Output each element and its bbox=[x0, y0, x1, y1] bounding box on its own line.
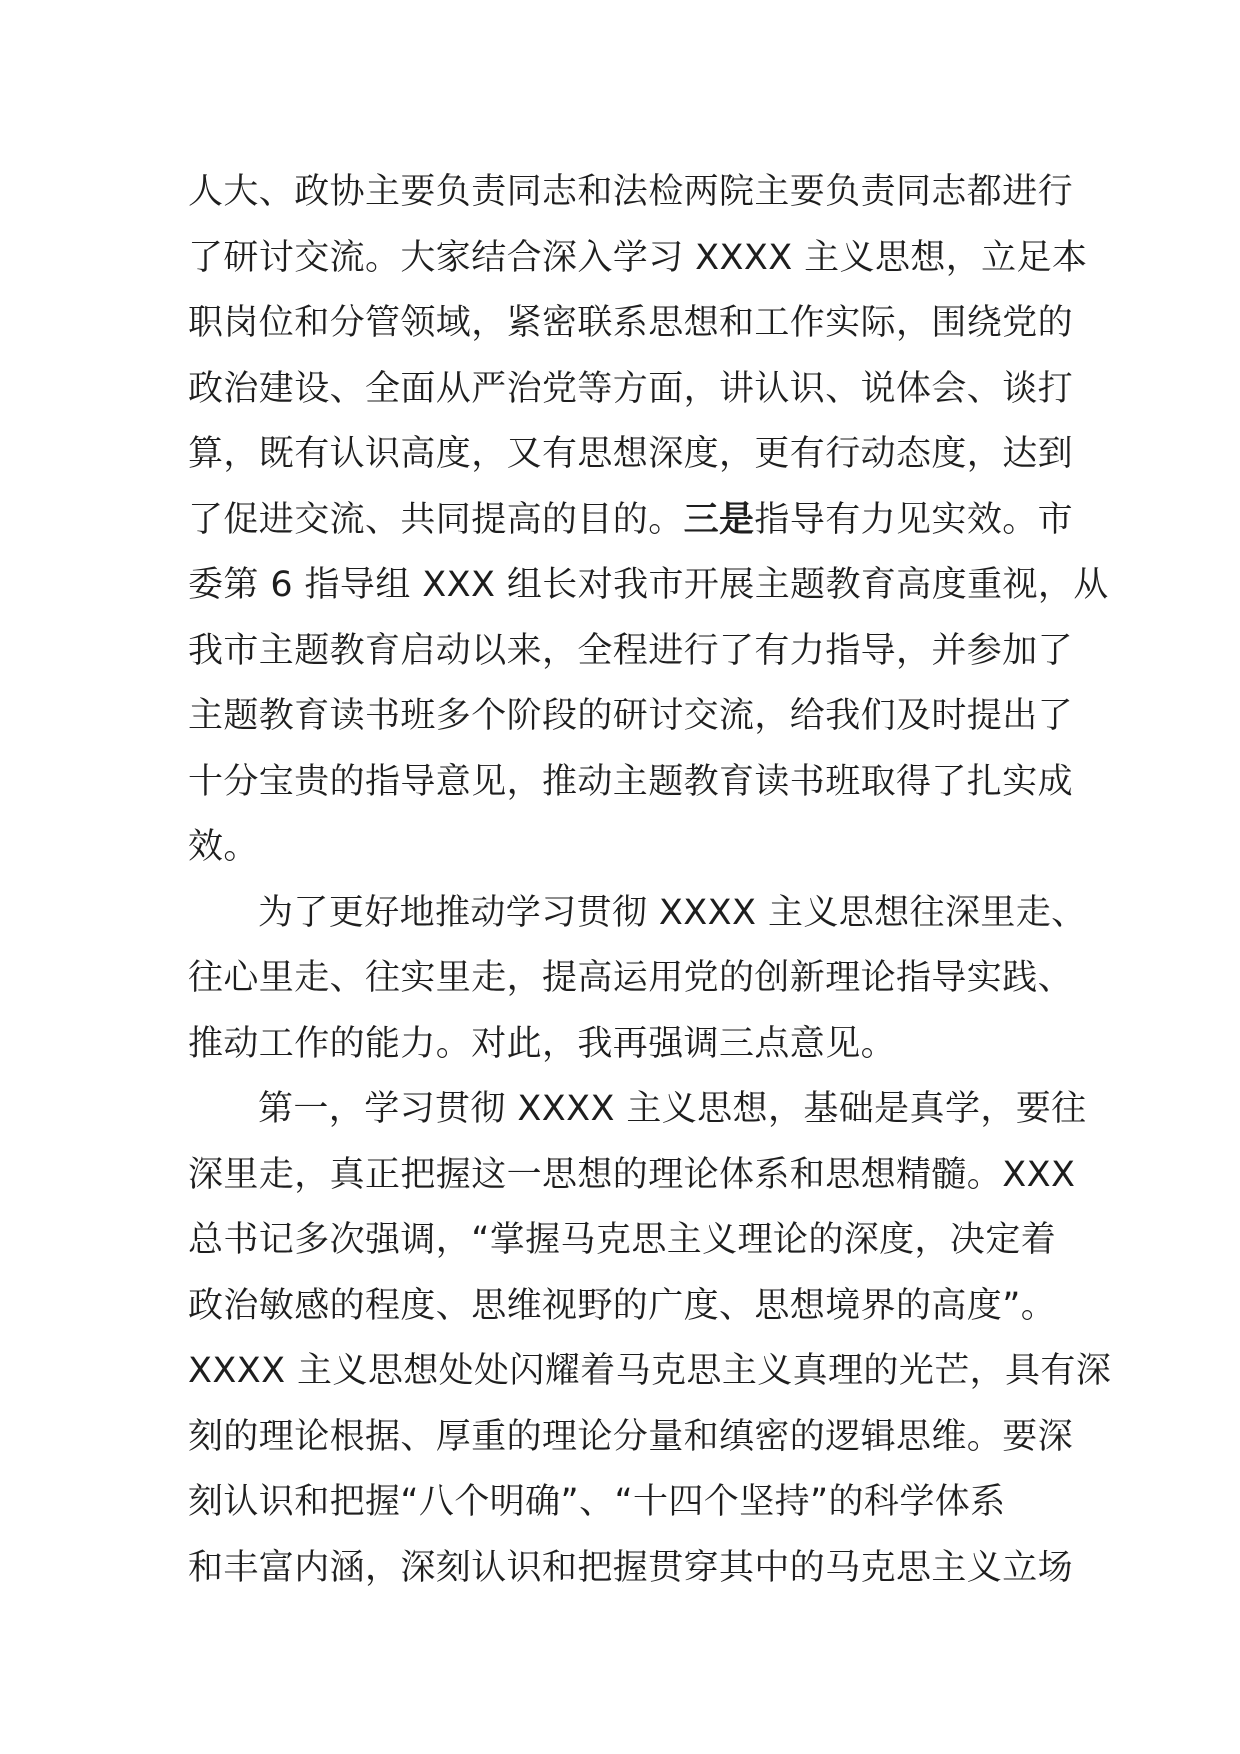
text-line: 政治建设、全面从严治党等方面，讲认识、说体会、谈打 bbox=[188, 368, 1074, 409]
text-line: 刻认识和把握“八个明确”、“十四个坚持”的科学体系 bbox=[188, 1482, 1006, 1522]
text-line: 往心里走、往实里走，提高运用党的创新理论指导实践、 bbox=[188, 958, 1074, 998]
text-line: 我市主题教育启动以来，全程进行了有力指导，并参加了 bbox=[188, 630, 1074, 671]
text-line: 人大、政协主要负责同志和法检两院主要负责同志都进行 bbox=[188, 172, 1074, 212]
text-line: XXXX 主义思想处处闪耀着马克思主义真理的光芒，具有深 bbox=[188, 1351, 1112, 1391]
text-line: 和丰富内涵，深刻认识和把握贯穿其中的马克思主义立场 bbox=[188, 1547, 1074, 1588]
text-line: 推动工作的能力。对此，我再强调三点意见。 bbox=[188, 1023, 897, 1064]
text-line: 政治敏感的程度、思维视野的广度、思想境界的高度”。 bbox=[188, 1285, 1057, 1326]
text-line: 委第 6 指导组 XXX 组长对我市开展主题教育高度重视，从 bbox=[188, 565, 1109, 605]
text-line: 了研讨交流。大家结合深入学习 XXXX 主义思想，立足本 bbox=[188, 237, 1088, 278]
text-line: 刻的理论根据、厚重的理论分量和缜密的逻辑思维。要深 bbox=[188, 1416, 1074, 1457]
text-line: 主题教育读书班多个阶段的研讨交流，给我们及时提出了 bbox=[188, 696, 1074, 736]
text-line: 算，既有认识高度，又有思想深度，更有行动态度，达到 bbox=[188, 434, 1074, 474]
bold-emphasis: 三是 bbox=[683, 499, 755, 540]
text-line: 效。 bbox=[188, 827, 259, 867]
body-text bbox=[188, 160, 1112, 1601]
paragraph-first-line: 第一，学习贯彻 XXXX 主义思想，基础是真学，要往 bbox=[258, 1089, 1087, 1129]
text-line: 深里走，真正把握这一思想的理论体系和思想精髓。XXX bbox=[188, 1154, 1076, 1195]
text-line: 十分宝贵的指导意见，推动主题教育读书班取得了扎实成 bbox=[188, 761, 1074, 802]
text-line: 职岗位和分管领域，紧密联系思想和工作实际，围绕党的 bbox=[188, 303, 1074, 343]
text-line bbox=[188, 488, 1074, 554]
text-line: 总书记多次强调，“掌握马克思主义理论的深度，决定着 bbox=[188, 1220, 1057, 1260]
text-segment: 指导有力见实效。市 bbox=[754, 499, 1074, 540]
paragraph-first-line: 为了更好地推动学习贯彻 XXXX 主义思想往深里走、 bbox=[258, 892, 1087, 933]
text-segment: 了促进交流、共同提高的目的。 bbox=[188, 499, 684, 540]
